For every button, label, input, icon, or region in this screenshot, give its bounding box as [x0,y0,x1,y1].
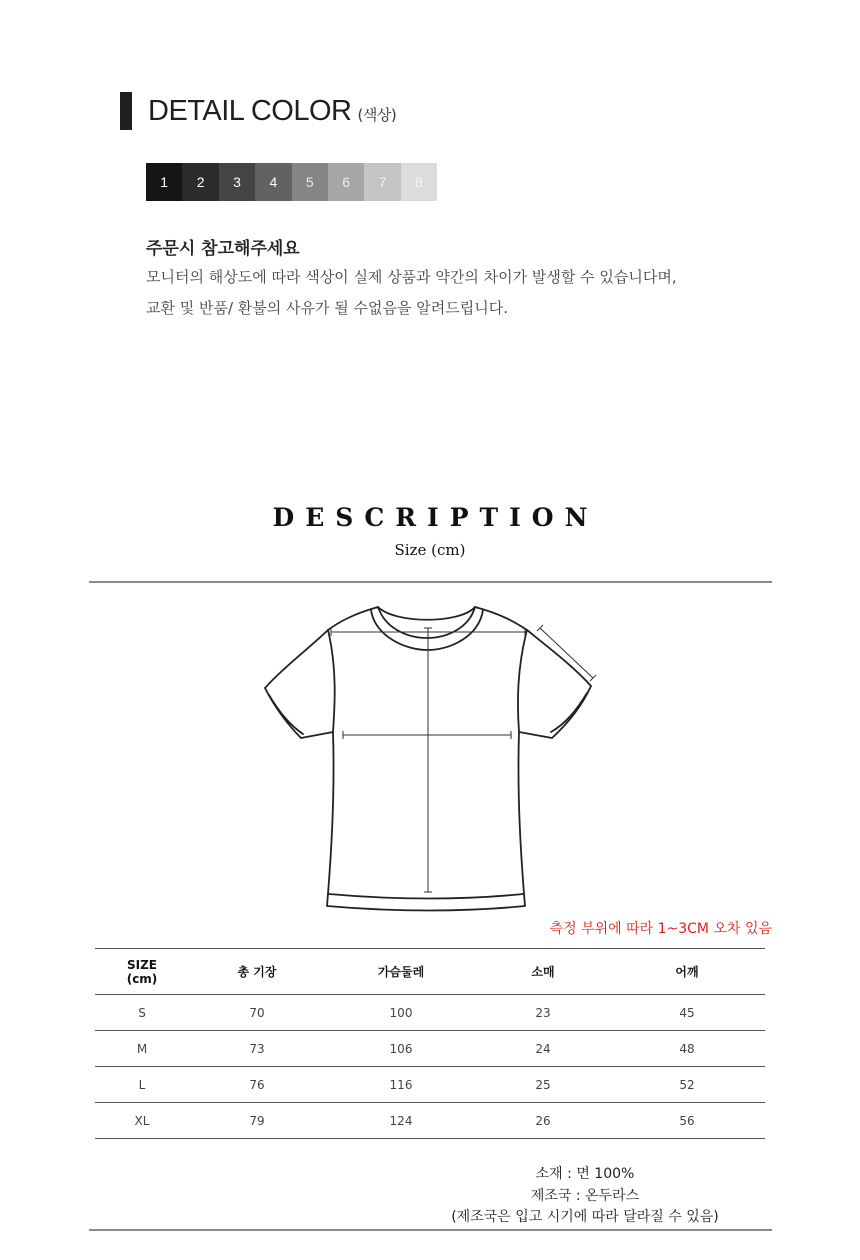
table-row [95,995,765,1031]
color-swatch-1: 1 [146,163,182,201]
color-swatch-7: 7 [364,163,400,201]
size-table-header-cell: SIZE (cm) [95,949,189,995]
section-marker-bar [120,92,132,130]
right-sleeve-hem [551,693,587,732]
table-cell: 26 [477,1103,609,1139]
measurement-tolerance-note: 측정 부위에 따라 1~3CM 오차 있음 [549,921,772,937]
left-armhole [328,630,335,732]
bottom-hem [329,894,523,899]
table-cell: 124 [325,1103,477,1139]
description-title: DESCRIPTION [272,503,599,532]
color-swatch-3: 3 [219,163,255,201]
table-cell: XL [95,1103,189,1139]
description-subtitle: Size (cm) [394,541,466,559]
origin-note: (제조국은 입고 시기에 따라 달라질 수 있음) [451,1209,719,1225]
table-cell: L [95,1067,189,1103]
table-cell: 70 [189,995,325,1031]
table-cell: 23 [477,995,609,1031]
notice-line-2: 교환 및 반품/ 환불의 사유가 될 수없음을 알려드립니다. [146,299,508,317]
table-cell: M [95,1031,189,1067]
table-cell: 116 [325,1067,477,1103]
color-swatch-6: 6 [328,163,364,201]
size-table-header-cell: 소매 [477,949,609,995]
table-cell: 73 [189,1031,325,1067]
size-table-header-cell: 총 기장 [189,949,325,995]
color-swatch-strip [146,163,437,201]
origin-info: 제조국 : 온두라스 [530,1188,640,1204]
table-row [95,1103,765,1139]
table-cell: 106 [325,1031,477,1067]
table-row [95,1031,765,1067]
right-armhole [518,630,527,732]
material-info: 소재 : 면 100% [535,1166,635,1182]
notice-title: 주문시 참고해주세요 [146,239,300,259]
section-divider-bottom [89,1229,772,1231]
color-swatch-5: 5 [292,163,328,201]
table-cell: 79 [189,1103,325,1139]
section-divider-top [89,581,772,583]
size-table-header-cell: 어깨 [609,949,765,995]
table-cell: 25 [477,1067,609,1103]
table-cell: 56 [609,1103,765,1139]
left-sleeve-hem [269,695,303,734]
table-cell: 76 [189,1067,325,1103]
notice-line-1: 모니터의 해상도에 따라 색상이 실제 상품과 약간의 차이가 발생할 수 있습니다며, [146,268,677,286]
table-cell: 100 [325,995,477,1031]
size-table-header [95,949,765,995]
detail-color-title: DETAIL COLOR [148,95,352,127]
size-table-header-cell: 가슴둘레 [325,949,477,995]
table-cell: S [95,995,189,1031]
color-swatch-2: 2 [182,163,218,201]
table-cell: 52 [609,1067,765,1103]
table-cell: 45 [609,995,765,1031]
color-swatch-8: 8 [401,163,437,201]
size-table [95,948,765,1139]
collar-inner [378,607,475,638]
detail-color-heading [148,92,396,134]
color-swatch-4: 4 [255,163,291,201]
table-cell: 48 [609,1031,765,1067]
tshirt-measurement-diagram [255,598,605,918]
detail-color-subtitle: (색상) [357,106,397,124]
table-cell: 24 [477,1031,609,1067]
table-row [95,1067,765,1103]
collar-outer [371,610,483,650]
